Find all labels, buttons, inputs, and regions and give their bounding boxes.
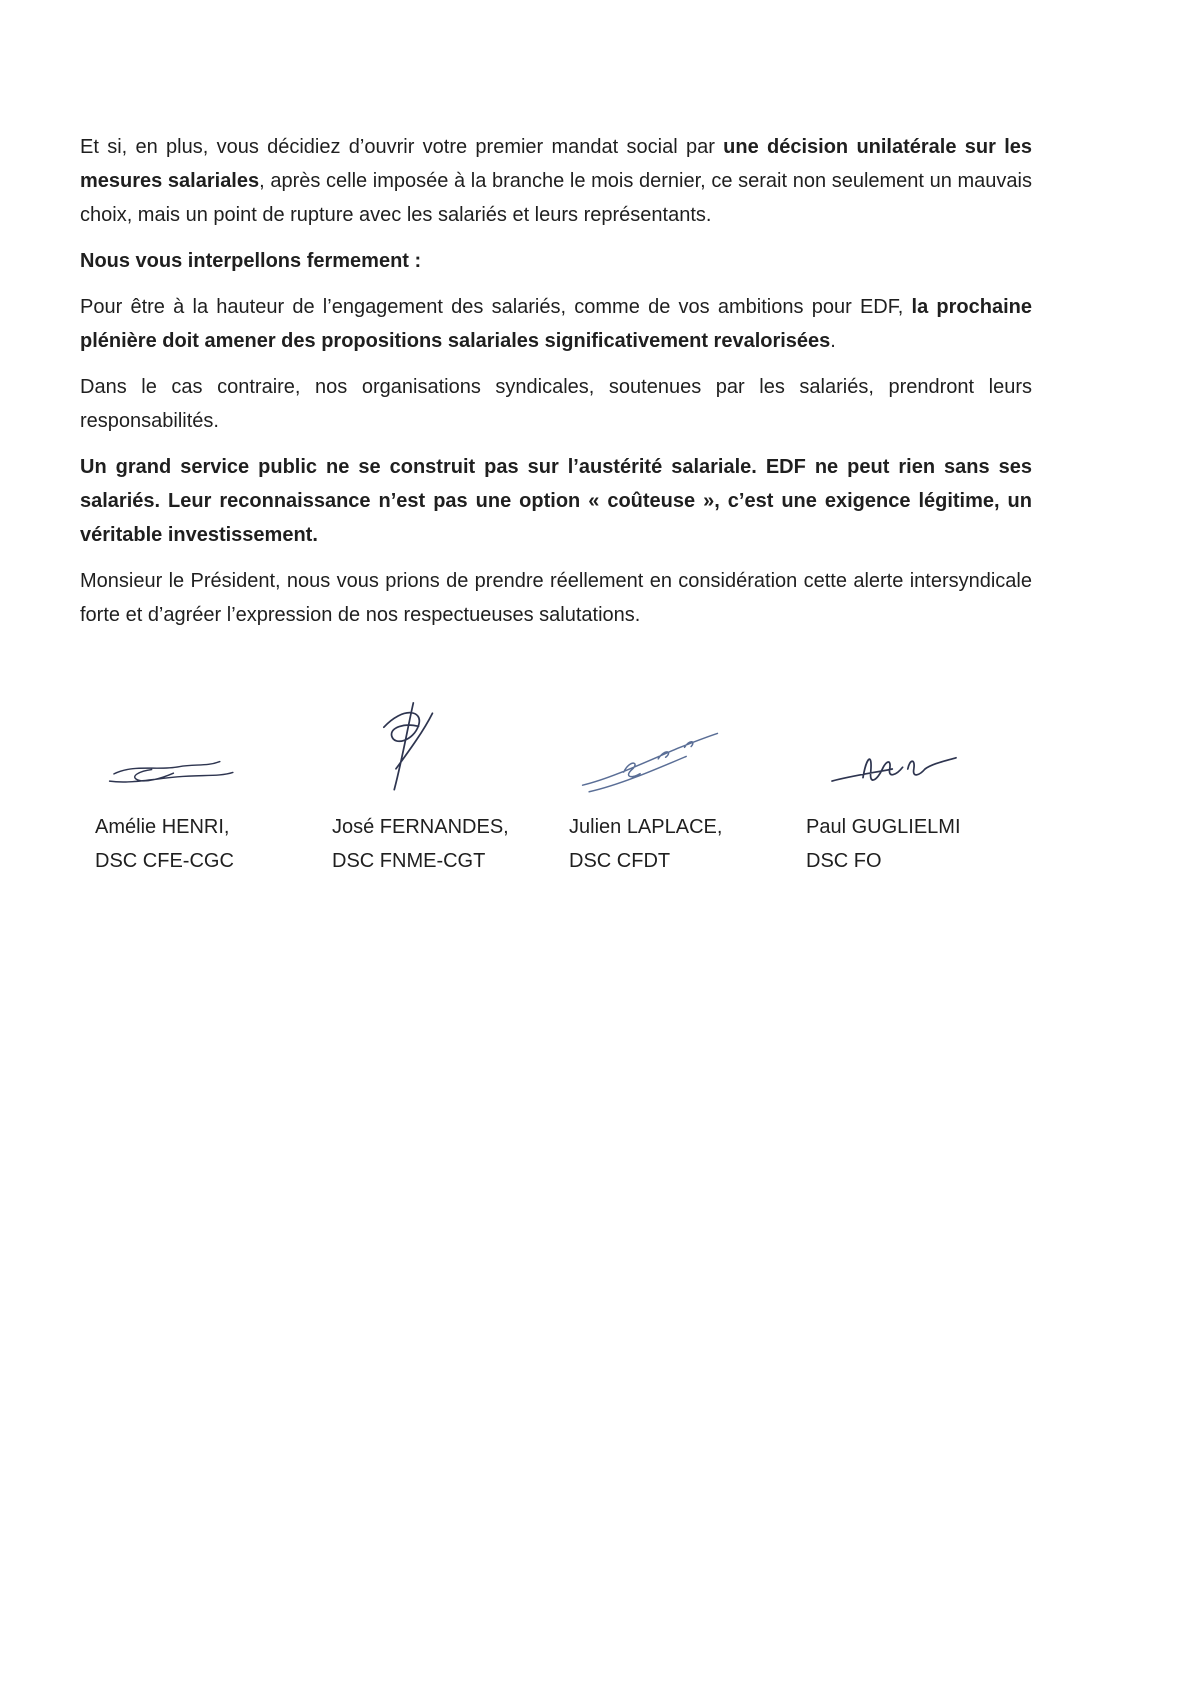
text-run: Monsieur le Président, nous vous prions de prendre réellement en considération cette alerte intersyndicale forte et d’agréer l’expression de nos respectueuses salutations. <box>80 570 1032 626</box>
signatory-jose-fernandes <box>317 690 554 878</box>
signatory-amelie-henri <box>80 690 317 878</box>
text-run-bold: une décision unilatérale sur les mesures salariales <box>80 136 1032 192</box>
paragraph-principle <box>80 450 1032 552</box>
paragraph-demand <box>80 290 1032 358</box>
text-run: Et si, en plus, vous décidiez d’ouvrir votre premier mandat social par <box>80 136 724 158</box>
signature-amelie-henri-image <box>105 690 265 800</box>
text-run: . <box>830 330 836 352</box>
signatory-name: Paul GUGLIELMI <box>806 816 961 838</box>
paragraph-consequences <box>80 370 1032 438</box>
signatory-name: Julien LAPLACE, <box>569 816 723 838</box>
text-run: Dans le cas contraire, nos organisations syndicales, soutenues par les salariés, prendront leurs responsabilités. <box>80 376 1032 432</box>
signatory-name: José FERNANDES, <box>332 816 509 838</box>
handwritten-signature-icon <box>370 696 448 800</box>
paragraph-interpellation <box>80 244 1032 278</box>
signatory-role: DSC FNME-CGT <box>332 850 486 872</box>
text-run: , après celle imposée à la branche le mois dernier, ce serait non seulement un mauvais choix, mais un point de rupture avec les salariés et leurs représentants. <box>80 170 1032 226</box>
text-run-bold: Nous vous interpellons fermement : <box>80 250 422 272</box>
signatory-role: DSC CFE-CGC <box>95 850 234 872</box>
signatory-role: DSC CFDT <box>569 850 671 872</box>
handwritten-signature-icon <box>824 738 964 800</box>
signature-jose-fernandes-image <box>370 690 448 800</box>
signatory-julien-laplace <box>554 690 791 878</box>
signatory-role: DSC FO <box>806 850 882 872</box>
handwritten-signature-icon <box>575 726 725 800</box>
signatory-name: Amélie HENRI, <box>95 816 230 838</box>
text-run: Pour être à la hauteur de l’engagement des salariés, comme de vos ambitions pour EDF, <box>80 296 912 318</box>
text-run-bold: Un grand service public ne se construit pas sur l’austérité salariale. EDF ne peut rien sans ses salariés. Leur reconnaissance n’est pas une option « coûteuse », c’est une exigence légitime, un véritable investissement. <box>80 456 1032 546</box>
paragraph-closing <box>80 564 1032 632</box>
signature-paul-guglielmi-image <box>824 690 964 800</box>
signatory-paul-guglielmi <box>791 690 1028 878</box>
text-run-bold: la prochaine plénière doit amener des propositions salariales significativement revalorisées <box>80 296 1032 352</box>
signature-julien-laplace-image <box>575 690 725 800</box>
signature-block <box>80 690 1032 878</box>
paragraph-opening-warning <box>80 130 1032 232</box>
handwritten-signature-icon <box>105 742 265 800</box>
